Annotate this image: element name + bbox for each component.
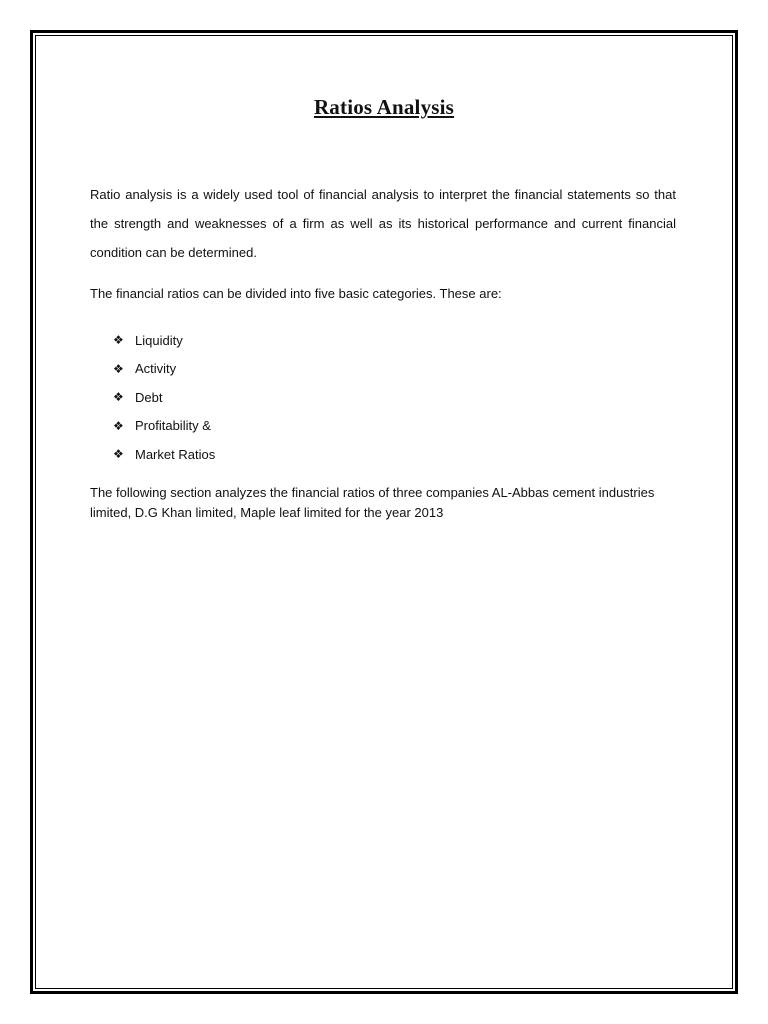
category-list <box>113 326 215 469</box>
list-item <box>113 355 215 384</box>
diamond-bullet-icon: ❖ <box>113 447 124 462</box>
list-item <box>113 383 215 412</box>
categories-lead-paragraph: The financial ratios can be divided into five basic categories. These are: <box>90 286 502 301</box>
list-item-label: Debt <box>135 389 163 405</box>
intro-paragraph: Ratio analysis is a widely used tool of financial analysis to interpret the financial statements so that the strength and weaknesses of a firm as well as its historical performance and current financial condition can be determined. <box>90 187 676 260</box>
diamond-bullet-icon: ❖ <box>113 333 124 348</box>
page-title: Ratios Analysis <box>313 95 455 119</box>
list-item-label: Liquidity <box>135 332 183 348</box>
closing-paragraph: The following section analyzes the financial ratios of three companies AL-Abbas cement industries limited, D.G Khan limited, Maple leaf limited for the year 2013 <box>90 485 655 520</box>
list-item <box>113 326 215 355</box>
diamond-bullet-icon: ❖ <box>113 418 124 433</box>
list-item <box>113 440 215 469</box>
diamond-bullet-icon: ❖ <box>113 361 124 376</box>
list-item-label: Market Ratios <box>135 446 216 462</box>
list-item-label: Profitability & <box>135 418 211 434</box>
list-item-label: Activity <box>135 361 177 377</box>
diamond-bullet-icon: ❖ <box>113 390 124 405</box>
list-item <box>113 412 215 441</box>
